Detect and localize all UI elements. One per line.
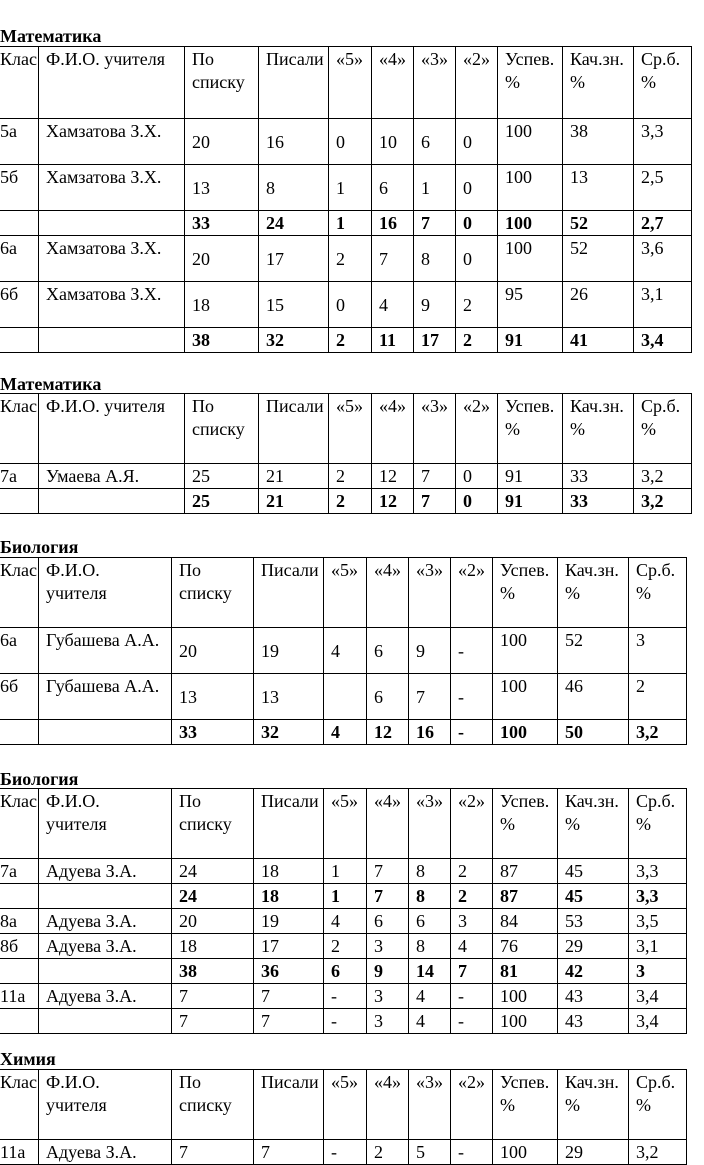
grade-5-cell: 1 xyxy=(329,165,372,211)
column-header: Клас xyxy=(0,47,39,119)
column-header: «5» xyxy=(324,558,367,628)
column-header: Ф.И.О. учителя xyxy=(39,558,172,628)
grade-3-cell: 7 xyxy=(409,674,451,720)
count-listed-cell: 13 xyxy=(172,674,254,720)
success-rate-cell: 76 xyxy=(493,934,558,959)
count-listed-cell: 33 xyxy=(185,211,259,236)
count-listed-cell: 38 xyxy=(172,959,254,984)
teacher-cell: Адуева З.А. xyxy=(39,1140,172,1165)
count-wrote-cell: 8 xyxy=(259,165,329,211)
grade-5-cell: 4 xyxy=(324,909,367,934)
grade-2-cell: - xyxy=(451,984,493,1009)
class-cell: 6б xyxy=(0,282,39,328)
total-row xyxy=(0,328,692,353)
quality-rate-cell: 53 xyxy=(558,909,629,934)
class-cell xyxy=(0,489,39,514)
success-rate-cell: 100 xyxy=(493,720,558,745)
grade-2-cell: - xyxy=(451,720,493,745)
grade-2-cell: - xyxy=(451,1140,493,1165)
grade-2-cell: 0 xyxy=(456,489,498,514)
teacher-cell: Хамзатова З.Х. xyxy=(39,165,185,211)
grade-5-cell: - xyxy=(324,1009,367,1034)
class-cell xyxy=(0,211,39,236)
count-wrote-cell: 18 xyxy=(254,859,324,884)
table-row xyxy=(0,859,687,884)
count-wrote-cell: 19 xyxy=(254,909,324,934)
quality-rate-cell: 33 xyxy=(563,489,634,514)
success-rate-cell: 91 xyxy=(498,464,563,489)
quality-rate-cell: 29 xyxy=(558,1140,629,1165)
grade-4-cell: 6 xyxy=(367,909,409,934)
success-rate-cell: 95 xyxy=(498,282,563,328)
column-header: «5» xyxy=(324,789,367,859)
count-listed-cell: 20 xyxy=(185,236,259,282)
column-header: По списку xyxy=(172,1070,254,1140)
grade-2-cell: 7 xyxy=(451,959,493,984)
grade-3-cell: 17 xyxy=(414,328,456,353)
count-listed-cell: 18 xyxy=(185,282,259,328)
average-score-cell: 3,1 xyxy=(629,934,687,959)
average-score-cell: 3,4 xyxy=(629,984,687,1009)
table-row xyxy=(0,119,692,165)
column-header: «3» xyxy=(414,47,456,119)
success-rate-cell: 84 xyxy=(493,909,558,934)
column-header: «5» xyxy=(329,47,372,119)
table-row xyxy=(0,934,687,959)
average-score-cell: 3,2 xyxy=(634,489,692,514)
grade-5-cell: 6 xyxy=(324,959,367,984)
count-wrote-cell: 13 xyxy=(254,674,324,720)
count-listed-cell: 24 xyxy=(172,859,254,884)
column-header: Писали xyxy=(254,789,324,859)
section-title: Биология xyxy=(0,769,79,789)
grade-3-cell: 8 xyxy=(409,934,451,959)
count-wrote-cell: 7 xyxy=(254,1140,324,1165)
average-score-cell: 3,1 xyxy=(634,282,692,328)
grade-4-cell: 7 xyxy=(367,884,409,909)
grade-4-cell: 3 xyxy=(367,984,409,1009)
column-header: «2» xyxy=(456,47,498,119)
grade-4-cell: 6 xyxy=(367,628,409,674)
grade-5-cell: 2 xyxy=(329,489,372,514)
column-header: Кач.зн. % xyxy=(563,47,634,119)
count-listed-cell: 7 xyxy=(172,1140,254,1165)
quality-rate-cell: 45 xyxy=(558,884,629,909)
success-rate-cell: 91 xyxy=(498,489,563,514)
column-header: Ср.б. % xyxy=(629,1070,687,1140)
teacher-cell: Адуева З.А. xyxy=(39,859,172,884)
section-title: Биология xyxy=(0,537,79,557)
count-listed-cell: 25 xyxy=(185,464,259,489)
grade-4-cell: 4 xyxy=(372,282,414,328)
column-header: Писали xyxy=(254,1070,324,1140)
column-header: Кач.зн. % xyxy=(563,394,634,464)
header-row xyxy=(0,558,687,628)
column-header: Клас xyxy=(0,394,39,464)
total-row xyxy=(0,489,692,514)
teacher-cell xyxy=(39,328,185,353)
table-row xyxy=(0,1140,687,1165)
success-rate-cell: 100 xyxy=(498,211,563,236)
average-score-cell: 3,4 xyxy=(634,328,692,353)
grade-5-cell: 2 xyxy=(329,464,372,489)
count-wrote-cell: 15 xyxy=(259,282,329,328)
success-rate-cell: 100 xyxy=(493,984,558,1009)
teacher-cell: Адуева З.А. xyxy=(39,934,172,959)
table-row xyxy=(0,236,692,282)
grade-3-cell: 8 xyxy=(409,859,451,884)
count-listed-cell: 18 xyxy=(172,934,254,959)
table-row xyxy=(0,1009,687,1034)
average-score-cell: 3 xyxy=(629,959,687,984)
column-header: По списку xyxy=(172,558,254,628)
grade-4-cell: 3 xyxy=(367,1009,409,1034)
results-table xyxy=(0,393,692,514)
teacher-cell xyxy=(39,489,185,514)
results-table xyxy=(0,46,692,353)
column-header: «3» xyxy=(409,789,451,859)
teacher-cell xyxy=(39,211,185,236)
quality-rate-cell: 13 xyxy=(563,165,634,211)
success-rate-cell: 100 xyxy=(498,165,563,211)
grade-2-cell: 0 xyxy=(456,119,498,165)
grade-5-cell: - xyxy=(324,984,367,1009)
table-row xyxy=(0,628,687,674)
average-score-cell: 3,3 xyxy=(629,884,687,909)
class-cell xyxy=(0,884,39,909)
teacher-cell: Губашева А.А. xyxy=(39,628,172,674)
teacher-cell: Губашева А.А. xyxy=(39,674,172,720)
quality-rate-cell: 43 xyxy=(558,1009,629,1034)
grade-3-cell: 8 xyxy=(414,236,456,282)
count-wrote-cell: 21 xyxy=(259,464,329,489)
class-cell: 6а xyxy=(0,628,39,674)
average-score-cell: 3,4 xyxy=(629,1009,687,1034)
quality-rate-cell: 38 xyxy=(563,119,634,165)
success-rate-cell: 100 xyxy=(493,1009,558,1034)
total-row xyxy=(0,959,687,984)
quality-rate-cell: 43 xyxy=(558,984,629,1009)
quality-rate-cell: 42 xyxy=(558,959,629,984)
quality-rate-cell: 26 xyxy=(563,282,634,328)
count-listed-cell: 13 xyxy=(185,165,259,211)
column-header: «3» xyxy=(409,1070,451,1140)
column-header: «4» xyxy=(372,394,414,464)
success-rate-cell: 100 xyxy=(498,236,563,282)
success-rate-cell: 100 xyxy=(498,119,563,165)
quality-rate-cell: 52 xyxy=(563,236,634,282)
quality-rate-cell: 41 xyxy=(563,328,634,353)
results-table xyxy=(0,1069,687,1165)
grade-4-cell: 7 xyxy=(367,859,409,884)
grade-2-cell: 0 xyxy=(456,165,498,211)
teacher-cell xyxy=(39,884,172,909)
table-row xyxy=(0,464,692,489)
grade-5-cell: 0 xyxy=(329,282,372,328)
class-cell: 5б xyxy=(0,165,39,211)
teacher-cell: Хамзатова З.Х. xyxy=(39,119,185,165)
column-header: «5» xyxy=(324,1070,367,1140)
count-wrote-cell: 24 xyxy=(259,211,329,236)
grade-2-cell: - xyxy=(451,674,493,720)
table-row xyxy=(0,674,687,720)
grade-4-cell: 12 xyxy=(372,464,414,489)
column-header: Писали xyxy=(259,394,329,464)
table-row xyxy=(0,909,687,934)
grade-2-cell: 0 xyxy=(456,236,498,282)
column-header: Ср.б. % xyxy=(629,558,687,628)
average-score-cell: 3,5 xyxy=(629,909,687,934)
grade-3-cell: 6 xyxy=(409,909,451,934)
column-header: Клас xyxy=(0,1070,39,1140)
average-score-cell: 3,3 xyxy=(634,119,692,165)
grade-3-cell: 7 xyxy=(414,464,456,489)
grade-4-cell: 12 xyxy=(367,720,409,745)
count-wrote-cell: 7 xyxy=(254,984,324,1009)
column-header: Ф.И.О. учителя xyxy=(39,789,172,859)
grade-3-cell: 9 xyxy=(409,628,451,674)
header-row xyxy=(0,394,692,464)
average-score-cell: 2 xyxy=(629,674,687,720)
column-header: Ср.б. % xyxy=(634,394,692,464)
column-header: «3» xyxy=(414,394,456,464)
count-wrote-cell: 7 xyxy=(254,1009,324,1034)
grade-3-cell: 14 xyxy=(409,959,451,984)
count-wrote-cell: 17 xyxy=(259,236,329,282)
grade-5-cell: 0 xyxy=(329,119,372,165)
average-score-cell: 3,2 xyxy=(629,1140,687,1165)
grade-4-cell: 6 xyxy=(367,674,409,720)
success-rate-cell: 87 xyxy=(493,859,558,884)
column-header: «3» xyxy=(409,558,451,628)
class-cell xyxy=(0,1009,39,1034)
count-listed-cell: 20 xyxy=(185,119,259,165)
teacher-cell xyxy=(39,1009,172,1034)
count-listed-cell: 25 xyxy=(185,489,259,514)
column-header: Успев. % xyxy=(498,47,563,119)
grade-4-cell: 3 xyxy=(367,934,409,959)
table-row xyxy=(0,282,692,328)
average-score-cell: 3,2 xyxy=(629,720,687,745)
count-wrote-cell: 16 xyxy=(259,119,329,165)
quality-rate-cell: 52 xyxy=(563,211,634,236)
success-rate-cell: 81 xyxy=(493,959,558,984)
class-cell: 6б xyxy=(0,674,39,720)
success-rate-cell: 87 xyxy=(493,884,558,909)
column-header: Клас xyxy=(0,558,39,628)
grade-2-cell: 0 xyxy=(456,464,498,489)
grade-4-cell: 10 xyxy=(372,119,414,165)
teacher-cell: Адуева З.А. xyxy=(39,909,172,934)
grade-4-cell: 11 xyxy=(372,328,414,353)
success-rate-cell: 100 xyxy=(493,628,558,674)
total-row xyxy=(0,720,687,745)
column-header: По списку xyxy=(185,394,259,464)
quality-rate-cell: 45 xyxy=(558,859,629,884)
column-header: Писали xyxy=(259,47,329,119)
grade-5-cell: 2 xyxy=(329,328,372,353)
grade-5-cell xyxy=(324,674,367,720)
teacher-cell: Хамзатова З.Х. xyxy=(39,236,185,282)
teacher-cell: Адуева З.А. xyxy=(39,984,172,1009)
grade-2-cell: 2 xyxy=(451,859,493,884)
average-score-cell: 3 xyxy=(629,628,687,674)
class-cell: 8а xyxy=(0,909,39,934)
count-listed-cell: 20 xyxy=(172,909,254,934)
count-listed-cell: 7 xyxy=(172,1009,254,1034)
column-header: Успев. % xyxy=(493,789,558,859)
grade-3-cell: 7 xyxy=(414,211,456,236)
count-listed-cell: 33 xyxy=(172,720,254,745)
count-wrote-cell: 18 xyxy=(254,884,324,909)
column-header: Ср.б. % xyxy=(634,47,692,119)
grade-5-cell: 1 xyxy=(324,884,367,909)
grade-4-cell: 16 xyxy=(372,211,414,236)
class-cell: 7а xyxy=(0,859,39,884)
count-wrote-cell: 17 xyxy=(254,934,324,959)
column-header: Клас xyxy=(0,789,39,859)
total-row xyxy=(0,884,687,909)
column-header: «4» xyxy=(367,1070,409,1140)
average-score-cell: 2,5 xyxy=(634,165,692,211)
grade-2-cell: 2 xyxy=(451,884,493,909)
grade-3-cell: 6 xyxy=(414,119,456,165)
grade-3-cell: 5 xyxy=(409,1140,451,1165)
grade-2-cell: - xyxy=(451,628,493,674)
grade-3-cell: 7 xyxy=(414,489,456,514)
grade-3-cell: 9 xyxy=(414,282,456,328)
results-table xyxy=(0,557,687,745)
class-cell: 11а xyxy=(0,984,39,1009)
column-header: «2» xyxy=(451,558,493,628)
grade-3-cell: 1 xyxy=(414,165,456,211)
count-wrote-cell: 36 xyxy=(254,959,324,984)
column-header: «5» xyxy=(329,394,372,464)
success-rate-cell: 91 xyxy=(498,328,563,353)
section-title: Химия xyxy=(0,1049,56,1069)
grade-3-cell: 8 xyxy=(409,884,451,909)
class-cell: 8б xyxy=(0,934,39,959)
table-row xyxy=(0,165,692,211)
grade-5-cell: 4 xyxy=(324,628,367,674)
column-header: «4» xyxy=(367,558,409,628)
results-table xyxy=(0,788,687,1034)
column-header: Успев. % xyxy=(493,1070,558,1140)
grade-2-cell: 2 xyxy=(456,328,498,353)
column-header: Писали xyxy=(254,558,324,628)
column-header: Ф.И.О. учителя xyxy=(39,394,185,464)
column-header: По списку xyxy=(185,47,259,119)
column-header: Кач.зн. % xyxy=(558,1070,629,1140)
grade-2-cell: 2 xyxy=(456,282,498,328)
grade-2-cell: 4 xyxy=(451,934,493,959)
quality-rate-cell: 46 xyxy=(558,674,629,720)
column-header: Успев. % xyxy=(493,558,558,628)
header-row xyxy=(0,47,692,119)
count-listed-cell: 7 xyxy=(172,984,254,1009)
column-header: Кач.зн. % xyxy=(558,558,629,628)
section-title: Математика xyxy=(0,374,102,394)
grade-4-cell: 9 xyxy=(367,959,409,984)
grade-5-cell: 1 xyxy=(324,859,367,884)
average-score-cell: 3,2 xyxy=(634,464,692,489)
quality-rate-cell: 33 xyxy=(563,464,634,489)
count-wrote-cell: 32 xyxy=(259,328,329,353)
header-row xyxy=(0,789,687,859)
grade-4-cell: 12 xyxy=(372,489,414,514)
average-score-cell: 3,3 xyxy=(629,859,687,884)
quality-rate-cell: 29 xyxy=(558,934,629,959)
column-header: Ф.И.О. учителя xyxy=(39,47,185,119)
quality-rate-cell: 50 xyxy=(558,720,629,745)
grade-5-cell: - xyxy=(324,1140,367,1165)
grade-5-cell: 4 xyxy=(324,720,367,745)
teacher-cell: Умаева А.Я. xyxy=(39,464,185,489)
column-header: «4» xyxy=(367,789,409,859)
teacher-cell xyxy=(39,959,172,984)
class-cell: 7а xyxy=(0,464,39,489)
total-row xyxy=(0,211,692,236)
class-cell: 11а xyxy=(0,1140,39,1165)
grade-4-cell: 2 xyxy=(367,1140,409,1165)
class-cell: 5а xyxy=(0,119,39,165)
count-listed-cell: 20 xyxy=(172,628,254,674)
header-row xyxy=(0,1070,687,1140)
grade-4-cell: 6 xyxy=(372,165,414,211)
count-wrote-cell: 32 xyxy=(254,720,324,745)
count-wrote-cell: 21 xyxy=(259,489,329,514)
success-rate-cell: 100 xyxy=(493,674,558,720)
count-listed-cell: 24 xyxy=(172,884,254,909)
grade-3-cell: 16 xyxy=(409,720,451,745)
grade-5-cell: 2 xyxy=(324,934,367,959)
teacher-cell xyxy=(39,720,172,745)
column-header: «2» xyxy=(451,789,493,859)
average-score-cell: 2,7 xyxy=(634,211,692,236)
column-header: Кач.зн. % xyxy=(558,789,629,859)
average-score-cell: 3,6 xyxy=(634,236,692,282)
grade-4-cell: 7 xyxy=(372,236,414,282)
column-header: Успев. % xyxy=(498,394,563,464)
teacher-cell: Хамзатова З.Х. xyxy=(39,282,185,328)
quality-rate-cell: 52 xyxy=(558,628,629,674)
column-header: «2» xyxy=(456,394,498,464)
grade-2-cell: 0 xyxy=(456,211,498,236)
grade-2-cell: 3 xyxy=(451,909,493,934)
success-rate-cell: 100 xyxy=(493,1140,558,1165)
grade-2-cell: - xyxy=(451,1009,493,1034)
grade-5-cell: 2 xyxy=(329,236,372,282)
class-cell xyxy=(0,720,39,745)
column-header: Ф.И.О. учителя xyxy=(39,1070,172,1140)
column-header: «4» xyxy=(372,47,414,119)
grade-3-cell: 4 xyxy=(409,984,451,1009)
grade-3-cell: 4 xyxy=(409,1009,451,1034)
column-header: Ср.б. % xyxy=(629,789,687,859)
class-cell xyxy=(0,959,39,984)
grade-5-cell: 1 xyxy=(329,211,372,236)
class-cell: 6а xyxy=(0,236,39,282)
section-title: Математика xyxy=(0,26,102,46)
column-header: «2» xyxy=(451,1070,493,1140)
count-wrote-cell: 19 xyxy=(254,628,324,674)
count-listed-cell: 38 xyxy=(185,328,259,353)
class-cell xyxy=(0,328,39,353)
table-row xyxy=(0,984,687,1009)
column-header: По списку xyxy=(172,789,254,859)
